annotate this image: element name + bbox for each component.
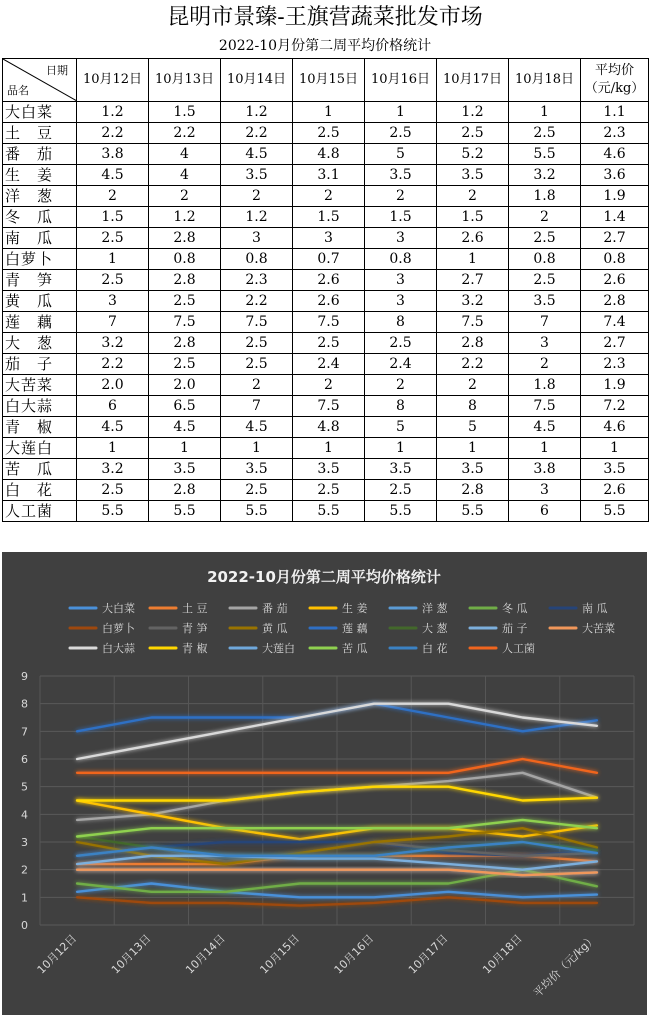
price-cell: 2.5 — [365, 333, 437, 354]
price-cell: 7 — [509, 312, 581, 333]
table-row — [3, 228, 649, 249]
price-cell: 5.5 — [149, 501, 221, 522]
price-cell: 2.8 — [149, 228, 221, 249]
price-cell: 5.5 — [221, 501, 293, 522]
table-row — [3, 438, 649, 459]
product-name-cell: 苦 瓜 — [3, 459, 77, 480]
price-cell: 1.5 — [365, 207, 437, 228]
price-cell: 5.2 — [437, 144, 509, 165]
product-name-cell: 大莲白 — [3, 438, 77, 459]
price-cell: 7 — [77, 312, 149, 333]
column-header: 10月12日 — [77, 59, 149, 102]
avg-header-line1: 平均价 — [594, 63, 634, 78]
y-tick-label: 6 — [21, 753, 28, 766]
price-cell: 5 — [365, 417, 437, 438]
table-row — [3, 102, 649, 123]
y-tick-label: 2 — [21, 863, 28, 877]
table-row — [3, 417, 649, 438]
x-tick-label: 10月13日 — [108, 931, 154, 977]
price-cell: 2.5 — [293, 333, 365, 354]
legend-label: 生 姜 — [342, 602, 368, 615]
legend-label: 白 花 — [422, 642, 448, 655]
y-tick-label: 0 — [21, 919, 28, 932]
column-header: 10月17日 — [437, 59, 509, 102]
price-cell: 2.5 — [365, 123, 437, 144]
price-cell: 2.6 — [437, 228, 509, 249]
price-cell: 6.5 — [149, 396, 221, 417]
price-cell: 3.5 — [221, 459, 293, 480]
price-cell: 7.5 — [221, 312, 293, 333]
price-cell: 2.7 — [437, 270, 509, 291]
avg-price-cell: 7.4 — [581, 312, 649, 333]
price-cell: 5.5 — [293, 501, 365, 522]
product-name-cell: 白大蒜 — [3, 396, 77, 417]
price-cell: 1.5 — [149, 102, 221, 123]
legend-label: 人工菌 — [502, 642, 535, 655]
price-cell: 2 — [221, 375, 293, 396]
product-name-cell: 茄 子 — [3, 354, 77, 375]
price-cell: 2.8 — [437, 480, 509, 501]
price-cell: 3 — [293, 228, 365, 249]
price-cell: 8 — [365, 396, 437, 417]
price-cell: 1.2 — [149, 207, 221, 228]
price-cell: 2.5 — [77, 480, 149, 501]
product-name-cell: 人工菌 — [3, 501, 77, 522]
price-cell: 2 — [221, 186, 293, 207]
price-cell: 0.8 — [509, 249, 581, 270]
corner-header-cell — [3, 59, 77, 102]
table-row — [3, 123, 649, 144]
product-name-cell: 生 姜 — [3, 165, 77, 186]
price-cell: 3.2 — [77, 459, 149, 480]
y-tick-label: 5 — [21, 780, 28, 794]
price-cell: 1 — [365, 102, 437, 123]
price-cell: 1.2 — [77, 102, 149, 123]
price-cell: 2 — [437, 186, 509, 207]
price-cell: 1 — [509, 438, 581, 459]
legend-label: 大白菜 — [102, 602, 135, 615]
product-name-cell: 土 豆 — [3, 123, 77, 144]
column-header: 10月14日 — [221, 59, 293, 102]
price-cell: 6 — [509, 501, 581, 522]
y-tick-label: 3 — [21, 836, 28, 849]
price-cell: 2 — [293, 186, 365, 207]
price-cell: 2.5 — [509, 228, 581, 249]
table-row — [3, 375, 649, 396]
table-row — [3, 312, 649, 333]
price-cell: 4.5 — [509, 417, 581, 438]
price-cell: 2.5 — [221, 480, 293, 501]
price-cell: 2.4 — [365, 354, 437, 375]
price-cell: 7.5 — [437, 312, 509, 333]
price-cell: 5.5 — [77, 501, 149, 522]
price-cell: 5 — [365, 144, 437, 165]
price-cell: 0.8 — [221, 249, 293, 270]
price-cell: 3.1 — [293, 165, 365, 186]
legend-label: 番 茄 — [262, 602, 288, 615]
price-cell: 2.4 — [293, 354, 365, 375]
price-cell: 2.8 — [149, 270, 221, 291]
price-cell: 7.5 — [293, 312, 365, 333]
avg-price-cell: 2.7 — [581, 228, 649, 249]
price-cell: 2.8 — [149, 333, 221, 354]
avg-price-cell: 2.6 — [581, 270, 649, 291]
price-cell: 2 — [77, 186, 149, 207]
price-cell: 2.5 — [293, 123, 365, 144]
price-cell: 2.2 — [221, 123, 293, 144]
product-name-cell: 洋 葱 — [3, 186, 77, 207]
price-cell: 0.8 — [149, 249, 221, 270]
price-cell: 1 — [437, 438, 509, 459]
price-cell: 1 — [437, 249, 509, 270]
price-cell: 4.8 — [293, 144, 365, 165]
page-subtitle: 2022-10月份第二周平均价格统计 — [218, 38, 432, 54]
avg-price-cell: 0.8 — [581, 249, 649, 270]
legend-label: 洋 葱 — [422, 602, 448, 615]
y-tick-label: 7 — [21, 725, 28, 739]
price-chart — [2, 552, 647, 1015]
x-tick-label: 10月17日 — [405, 931, 451, 977]
price-cell: 2.2 — [437, 354, 509, 375]
table-row — [3, 333, 649, 354]
price-cell: 1 — [77, 438, 149, 459]
legend-label: 大苦菜 — [582, 622, 615, 635]
y-tick-label: 4 — [21, 808, 28, 822]
avg-price-cell: 7.2 — [581, 396, 649, 417]
price-cell: 2.5 — [149, 291, 221, 312]
price-cell: 8 — [365, 312, 437, 333]
price-cell: 3.5 — [293, 459, 365, 480]
product-name-cell: 白 花 — [3, 480, 77, 501]
product-name-cell: 南 瓜 — [3, 228, 77, 249]
product-name-cell: 番 茄 — [3, 144, 77, 165]
price-cell: 2.2 — [77, 123, 149, 144]
price-cell: 3.8 — [509, 459, 581, 480]
avg-price-cell: 1.4 — [581, 207, 649, 228]
avg-price-cell: 2.6 — [581, 480, 649, 501]
price-cell: 2.5 — [77, 228, 149, 249]
avg-price-cell: 2.7 — [581, 333, 649, 354]
table-row — [3, 501, 649, 522]
price-cell: 2.2 — [77, 354, 149, 375]
corner-name-label: 品名 — [7, 84, 29, 97]
table-row — [3, 480, 649, 501]
price-cell: 3 — [365, 291, 437, 312]
price-cell: 1.2 — [437, 102, 509, 123]
price-cell: 8 — [437, 396, 509, 417]
price-cell: 2.5 — [293, 480, 365, 501]
product-name-cell: 莲 藕 — [3, 312, 77, 333]
table-row — [3, 165, 649, 186]
table-row — [3, 396, 649, 417]
price-cell: 3.5 — [149, 459, 221, 480]
price-cell: 3 — [509, 333, 581, 354]
avg-price-cell: 5.5 — [581, 501, 649, 522]
table-row — [3, 270, 649, 291]
price-cell: 2.8 — [437, 333, 509, 354]
table-row — [3, 459, 649, 480]
price-cell: 6 — [77, 396, 149, 417]
price-cell: 3 — [221, 228, 293, 249]
price-cell: 7.5 — [149, 312, 221, 333]
x-tick-label: 10月15日 — [257, 931, 302, 977]
price-cell: 7 — [221, 396, 293, 417]
price-cell: 2 — [509, 354, 581, 375]
legend-label: 青 椒 — [182, 642, 208, 655]
price-cell: 1 — [293, 102, 365, 123]
price-cell: 2 — [365, 186, 437, 207]
price-cell: 1.8 — [509, 375, 581, 396]
product-name-cell: 大苦菜 — [3, 375, 77, 396]
avg-price-cell: 2.8 — [581, 291, 649, 312]
table-row — [3, 144, 649, 165]
price-cell: 1 — [77, 249, 149, 270]
price-cell: 1.8 — [509, 186, 581, 207]
legend-label: 莲 藕 — [342, 622, 368, 635]
price-cell: 3.5 — [221, 165, 293, 186]
price-cell: 3.8 — [77, 144, 149, 165]
price-cell: 2 — [509, 207, 581, 228]
product-name-cell: 黄 瓜 — [3, 291, 77, 312]
price-cell: 3.5 — [509, 291, 581, 312]
avg-price-cell: 2.3 — [581, 123, 649, 144]
legend-label: 大 葱 — [422, 622, 448, 635]
avg-price-cell: 1.9 — [581, 375, 649, 396]
price-cell: 2.8 — [149, 480, 221, 501]
price-cell: 3 — [77, 291, 149, 312]
avg-header-line2: （元/kg） — [584, 81, 645, 96]
price-cell: 0.7 — [293, 249, 365, 270]
legend-label: 南 瓜 — [582, 602, 608, 615]
price-cell: 1.2 — [221, 207, 293, 228]
price-cell: 2.2 — [221, 291, 293, 312]
price-cell: 4.5 — [221, 417, 293, 438]
x-tick-label: 平均价（元/kg） — [531, 931, 599, 1000]
price-cell: 4 — [149, 165, 221, 186]
price-cell: 3 — [365, 270, 437, 291]
price-cell: 2 — [437, 375, 509, 396]
price-cell: 3.5 — [365, 459, 437, 480]
avg-column-header — [581, 59, 649, 102]
table-row — [3, 207, 649, 228]
price-cell: 1 — [221, 438, 293, 459]
corner-date-label: 日期 — [46, 64, 68, 77]
x-tick-label: 10月12日 — [34, 931, 80, 977]
price-cell: 2.5 — [149, 354, 221, 375]
price-cell: 2.5 — [365, 480, 437, 501]
product-name-cell: 青 笋 — [3, 270, 77, 291]
price-cell: 1.5 — [77, 207, 149, 228]
page-title: 昆明市景臻-王旗营蔬菜批发市场 — [167, 5, 483, 30]
price-cell: 2.0 — [149, 375, 221, 396]
price-cell: 2.5 — [77, 270, 149, 291]
legend-label: 茄 子 — [502, 622, 528, 635]
legend-label: 白大蒜 — [102, 642, 135, 655]
price-cell: 2.5 — [221, 354, 293, 375]
price-cell: 3 — [509, 480, 581, 501]
avg-price-cell: 1.9 — [581, 186, 649, 207]
y-tick-label: 8 — [21, 697, 28, 711]
y-tick-label: 9 — [21, 670, 28, 683]
legend-label: 黄 瓜 — [262, 622, 288, 635]
price-cell: 1 — [509, 102, 581, 123]
product-name-cell: 白萝卜 — [3, 249, 77, 270]
x-tick-label: 10月14日 — [183, 931, 228, 977]
legend-label: 青 笋 — [182, 622, 208, 635]
price-cell: 3.2 — [77, 333, 149, 354]
avg-price-cell: 3.6 — [581, 165, 649, 186]
avg-price-cell: 3.5 — [581, 459, 649, 480]
price-cell: 1.5 — [293, 207, 365, 228]
price-cell: 5.5 — [437, 501, 509, 522]
price-cell: 0.8 — [365, 249, 437, 270]
product-name-cell: 冬 瓜 — [3, 207, 77, 228]
price-cell: 7.5 — [293, 396, 365, 417]
price-cell: 2.6 — [293, 270, 365, 291]
price-cell: 3 — [365, 228, 437, 249]
column-header: 10月15日 — [293, 59, 365, 102]
price-cell: 5.5 — [509, 144, 581, 165]
price-cell: 4.5 — [149, 417, 221, 438]
y-tick-label: 1 — [21, 891, 28, 905]
x-tick-label: 10月16日 — [331, 931, 377, 977]
price-cell: 2.0 — [77, 375, 149, 396]
legend-label: 冬 瓜 — [502, 602, 528, 615]
table-header-row — [3, 59, 649, 102]
price-cell: 2.5 — [437, 123, 509, 144]
price-cell: 1.2 — [221, 102, 293, 123]
avg-price-cell: 1.1 — [581, 102, 649, 123]
product-name-cell: 青 椒 — [3, 417, 77, 438]
legend-label: 土 豆 — [182, 602, 208, 615]
price-cell: 4.5 — [77, 165, 149, 186]
legend-label: 大莲白 — [262, 642, 295, 655]
price-cell: 3.2 — [509, 165, 581, 186]
chart-svg — [2, 552, 647, 1015]
column-header: 10月18日 — [509, 59, 581, 102]
avg-price-cell: 4.6 — [581, 144, 649, 165]
price-cell: 2.5 — [221, 333, 293, 354]
price-cell: 2 — [365, 375, 437, 396]
price-cell: 5.5 — [365, 501, 437, 522]
product-name-cell: 大白菜 — [3, 102, 77, 123]
column-header: 10月16日 — [365, 59, 437, 102]
avg-price-cell: 1 — [581, 438, 649, 459]
price-cell: 4.5 — [77, 417, 149, 438]
price-cell: 2 — [149, 186, 221, 207]
price-cell: 2.3 — [221, 270, 293, 291]
product-name-cell: 大 葱 — [3, 333, 77, 354]
price-cell: 1.5 — [437, 207, 509, 228]
price-cell: 5 — [437, 417, 509, 438]
legend-label: 白萝卜 — [102, 622, 135, 635]
table-row — [3, 186, 649, 207]
price-cell: 1 — [149, 438, 221, 459]
price-table — [2, 58, 649, 522]
avg-price-cell: 2.3 — [581, 354, 649, 375]
price-cell: 4 — [149, 144, 221, 165]
price-cell: 2 — [293, 375, 365, 396]
price-cell: 3.5 — [437, 165, 509, 186]
price-cell: 4.8 — [293, 417, 365, 438]
price-cell: 3.5 — [365, 165, 437, 186]
price-cell: 2.6 — [293, 291, 365, 312]
avg-price-cell: 4.6 — [581, 417, 649, 438]
price-cell: 1 — [365, 438, 437, 459]
legend-label: 苦 瓜 — [342, 642, 368, 655]
price-cell: 7.5 — [509, 396, 581, 417]
table-row — [3, 291, 649, 312]
table-row — [3, 249, 649, 270]
column-header: 10月13日 — [149, 59, 221, 102]
price-cell: 1 — [293, 438, 365, 459]
price-cell: 2.2 — [149, 123, 221, 144]
price-cell: 4.5 — [221, 144, 293, 165]
price-cell: 3.2 — [437, 291, 509, 312]
price-cell: 2.5 — [509, 270, 581, 291]
x-tick-label: 10月18日 — [480, 931, 525, 977]
table-row — [3, 354, 649, 375]
price-cell: 2.5 — [509, 123, 581, 144]
price-cell: 3.5 — [437, 459, 509, 480]
chart-title: 2022-10月份第二周平均价格统计 — [207, 568, 441, 586]
